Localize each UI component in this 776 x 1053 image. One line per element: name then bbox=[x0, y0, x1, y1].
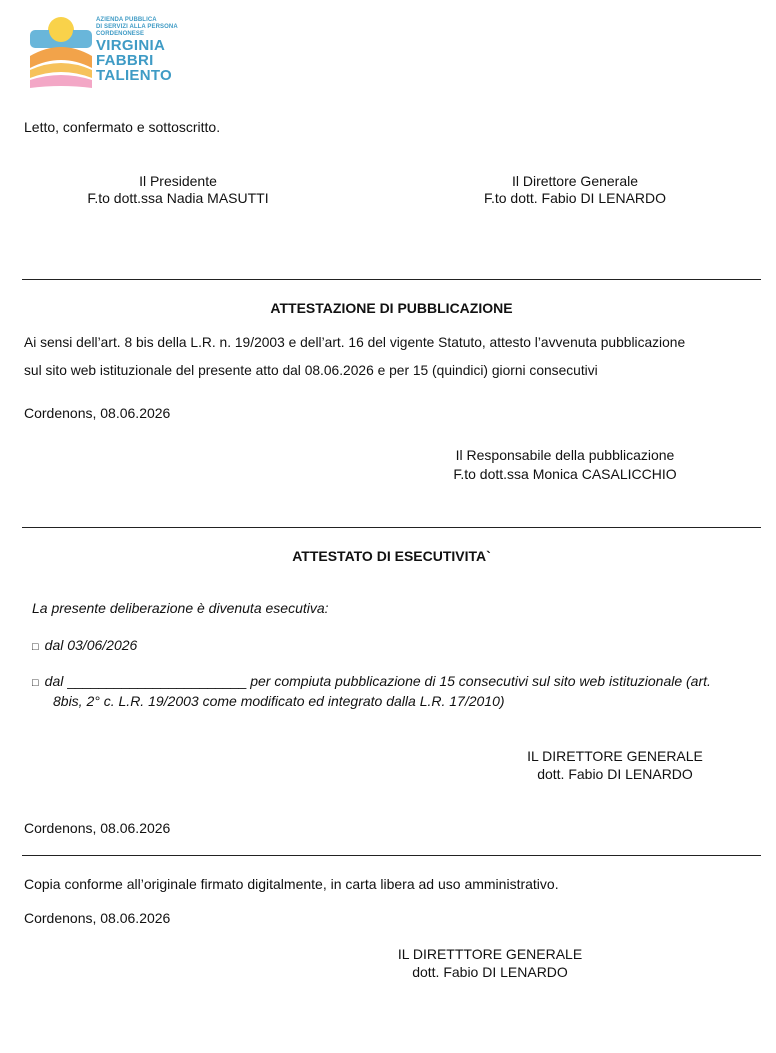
publication-body-line-2: sul sito web istituzionale del presente atto dal 08.06.2026 e per 15 (quindici) giorni consecutivi bbox=[24, 363, 598, 378]
president-name: F.to dott.ssa Nadia MASUTTI bbox=[87, 190, 269, 206]
publication-body-line-1: Ai sensi dell’art. 8 bis della L.R. n. 19/2003 e dell’art. 16 del vigente Statuto, attesto l’avvenuta pubblicazione bbox=[24, 335, 686, 350]
copy-signer-name: dott. Fabio DI LENARDO bbox=[412, 964, 568, 980]
logo-name-1: VIRGINIA bbox=[96, 37, 166, 54]
logo-line-1: AZIENDA PUBBLICA bbox=[96, 17, 157, 23]
logo-line-2: DI SERVIZI ALLA PERSONA bbox=[96, 24, 178, 30]
checkbox-icon[interactable]: □ bbox=[32, 677, 39, 689]
publication-signer-name: F.to dott.ssa Monica CASALICCHIO bbox=[453, 466, 677, 482]
logo-name-2: FABBRI bbox=[96, 52, 154, 69]
divider-1 bbox=[22, 279, 761, 280]
executivity-intro: La presente deliberazione è divenuta esecutiva: bbox=[32, 600, 329, 616]
divider-2 bbox=[22, 527, 761, 528]
copy-place-date: Cordenons, 08.06.2026 bbox=[24, 910, 171, 926]
executivity-title: ATTESTATO DI ESECUTIVITA` bbox=[292, 548, 491, 564]
executivity-place-date: Cordenons, 08.06.2026 bbox=[24, 820, 171, 836]
copy-statement: Copia conforme all’originale firmato digitalmente, in carta libera ad uso amministrativo. bbox=[24, 876, 559, 892]
logo-text bbox=[96, 17, 178, 83]
executivity-signer-role: IL DIRETTORE GENERALE bbox=[527, 748, 703, 764]
option-publication-blank: _______________________ bbox=[67, 673, 247, 689]
publication-place-date: Cordenons, 08.06.2026 bbox=[24, 405, 171, 421]
publication-title: ATTESTAZIONE DI PUBBLICAZIONE bbox=[270, 300, 513, 316]
publication-signer-role: Il Responsabile della pubblicazione bbox=[455, 447, 675, 463]
checkbox-icon[interactable]: □ bbox=[32, 641, 39, 653]
option-publication-line-1: per compiuta pubblicazione di 15 consecutivi sul sito web istituzionale (art. bbox=[246, 673, 711, 689]
logo-graphic bbox=[26, 12, 96, 94]
option-publication-line-2: 8bis, 2° c. L.R. 19/2003 come modificato ed integrato dalla L.R. 17/2010) bbox=[53, 693, 505, 709]
executivity-signer-name: dott. Fabio DI LENARDO bbox=[537, 766, 693, 782]
director-role: Il Direttore Generale bbox=[511, 173, 639, 189]
director-name: F.to dott. Fabio DI LENARDO bbox=[483, 190, 667, 206]
approval-statement: Letto, confermato e sottoscritto. bbox=[24, 119, 221, 135]
copy-signer-role: IL DIRETTTORE GENERALE bbox=[397, 946, 583, 962]
option-publication bbox=[32, 673, 711, 689]
option-date-text: dal 03/06/2026 bbox=[44, 637, 138, 653]
logo-line-3: CORDENONESE bbox=[96, 31, 145, 37]
option-date bbox=[32, 637, 137, 653]
logo-name-3: TALIENTO bbox=[96, 67, 173, 84]
organization-logo bbox=[26, 12, 186, 94]
option-publication-prefix: dal bbox=[44, 673, 68, 689]
divider-3 bbox=[22, 855, 761, 856]
president-role: Il Presidente bbox=[139, 173, 217, 189]
